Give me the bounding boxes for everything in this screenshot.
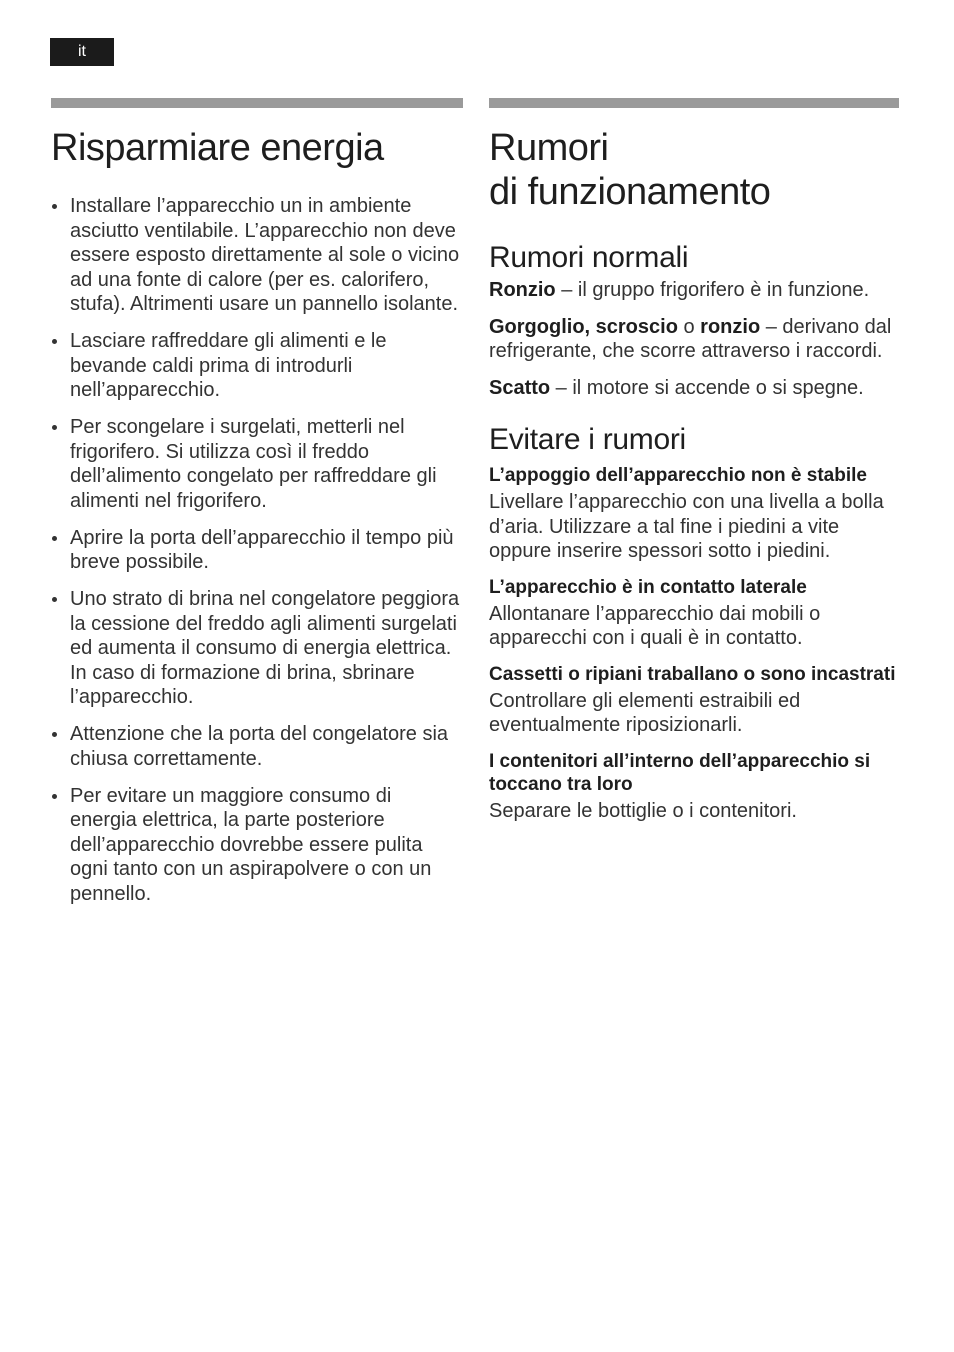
bullet-icon	[52, 597, 57, 602]
bullet-icon	[52, 732, 57, 737]
noise-entry	[489, 376, 899, 401]
noise-connector: o	[677, 315, 701, 338]
normal-noises-heading: Rumori normali	[489, 241, 689, 274]
operating-noises-section	[489, 98, 899, 835]
energy-saving-section	[51, 98, 463, 919]
list-item-text: Aprire la porta dell’apparecchio il tempo più breve possibile.	[70, 526, 454, 573]
bullet-icon	[52, 536, 57, 541]
energy-tips-list	[51, 194, 463, 906]
remedy-title: L’appoggio dell’apparecchio non è stabile	[489, 465, 867, 486]
list-item-text: Per scongelare i surgelati, metterli nel frigorifero. Si utilizza così il freddo dell’alimento congelato per raffreddare gli alimenti nel frigorifero.	[70, 416, 437, 512]
noise-description: – il motore si accende o si spegne.	[550, 376, 864, 399]
list-item-text: Uno strato di brina nel congelatore peggiora la cessione del freddo agli alimenti surgelati ed aumenta il consumo di energia elettrica. In caso di formazione di brina, sbrinare l’apparecchio.	[70, 588, 460, 708]
remedy-body: Allontanare l’apparecchio dai mobili o apparecchi con i quali è in contatto.	[489, 602, 821, 649]
remedy-title: L’apparecchio è in contatto laterale	[489, 576, 807, 598]
list-item	[51, 587, 463, 710]
operating-noises-title	[489, 126, 899, 214]
noise-term: Gorgoglio, scroscio	[489, 315, 678, 338]
remedy-body: Controllare gli elementi estraibili ed eventualmente riposizionarli.	[489, 689, 801, 736]
section-rule	[51, 98, 463, 108]
remedy-item	[489, 464, 899, 564]
list-item	[51, 722, 463, 771]
noise-entry	[489, 278, 899, 303]
section-rule	[489, 98, 899, 108]
list-item	[51, 194, 463, 317]
energy-saving-title: Risparmiare energia	[51, 127, 384, 169]
list-item	[51, 415, 463, 513]
noise-term: ronzio	[700, 315, 761, 338]
list-item	[51, 784, 463, 907]
remedy-title: I contenitori all’interno dell’apparecchio si toccano tra loro	[489, 750, 871, 795]
noise-entry	[489, 315, 899, 364]
remedy-body: Livellare l’apparecchio con una livella a bolla d’aria. Utilizzare a tal fine i piedini a vite oppure inserire spessori sotto i piedini.	[489, 491, 884, 562]
remedy-item	[489, 750, 899, 824]
noise-term: Scatto	[489, 376, 551, 399]
avoid-noises-heading: Evitare i rumori	[489, 423, 686, 456]
noise-description: – derivano dal refrigerante, che scorre attraverso i raccordi.	[489, 315, 897, 362]
bullet-icon	[52, 204, 57, 209]
bullet-icon	[52, 425, 57, 430]
list-item-text: Per evitare un maggiore consumo di energia elettrica, la parte posteriore dell’apparecchio dovrebbe essere pulita ogni tanto con un aspirapolvere o con un pennello.	[70, 784, 432, 905]
list-item-text: Installare l’apparecchio un in ambiente asciutto ventilabile. L’apparecchio non deve essere esposto direttamente al sole o vicino ad una fonte di calore (per es. calorifero, stufa). Altrimenti usare un pannello isolante.	[70, 195, 460, 315]
remedy-item	[489, 576, 899, 651]
list-item-text: Attenzione che la porta del congelatore sia chiusa correttamente.	[70, 723, 449, 770]
list-item	[51, 526, 463, 575]
bullet-icon	[52, 794, 57, 799]
title-line-1: Rumori	[489, 127, 609, 169]
language-tab: it	[50, 38, 114, 66]
list-item-text: Lasciare raffreddare gli alimenti e le bevande caldi prima di introdurli nell’apparecchio.	[70, 330, 387, 401]
remedy-title: Cassetti o ripiani traballano o sono incastrati	[489, 663, 896, 685]
remedy-body: Separare le bottiglie o i contenitori.	[489, 799, 797, 822]
remedy-item	[489, 663, 899, 738]
title-line-2: di funzionamento	[489, 171, 771, 213]
list-item	[51, 329, 463, 403]
noise-description: – il gruppo frigorifero è in funzione.	[555, 279, 870, 301]
bullet-icon	[52, 339, 57, 344]
noise-term: Ronzio	[489, 279, 556, 301]
